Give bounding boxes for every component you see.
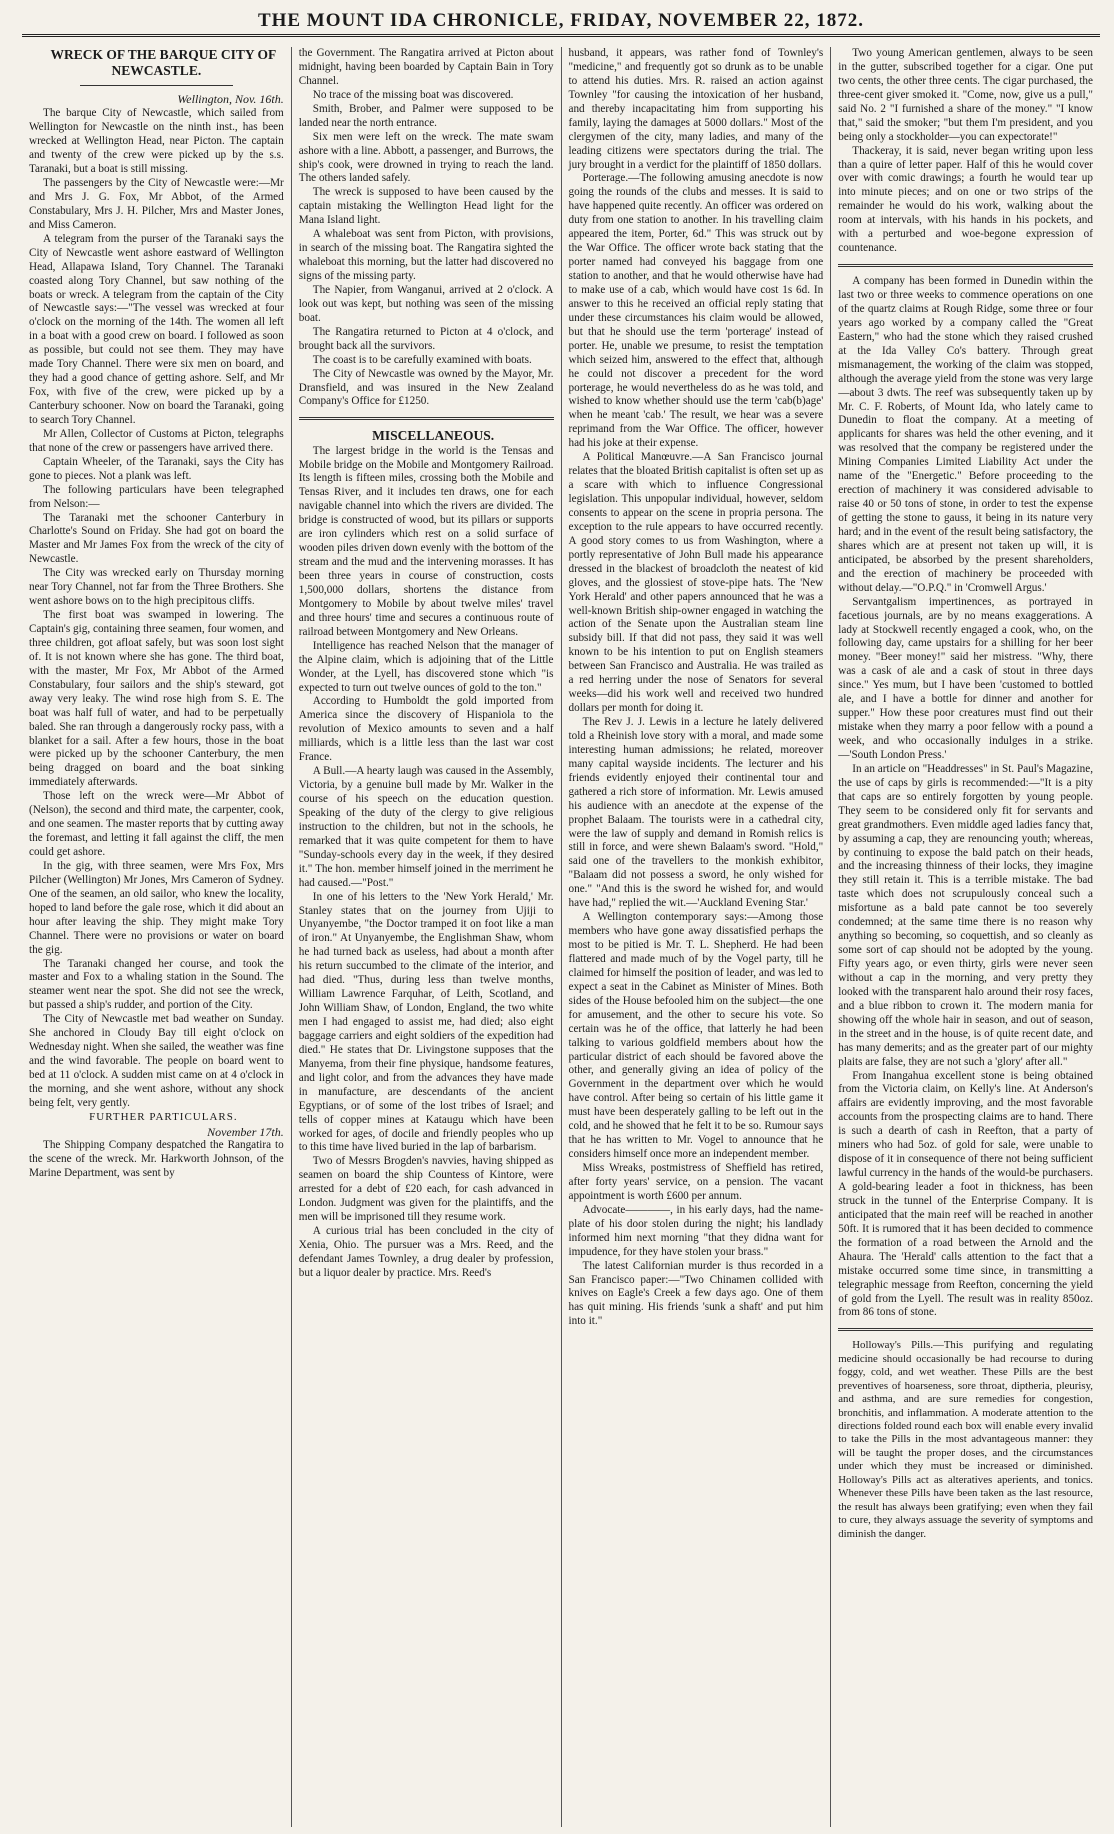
article-paragraph: In an article on "Headdresses" in St. Paul's Magazine, the use of caps by girls is recommended:—"It is a pity that caps are so entirely forgotten by young people. They seem to be considered only fit for servants and great grandmothers. Even middle aged ladies fancy that, by assuming a cap, they are renouncing youth; whereas, by continuing to expose the bald patch on their heads, and the increasing thinness of their locks, they imagine they still retain it. This is a terrible mistake. The bad taste which does not scrupulously conceal such a misfortune as a bald pate cannot be too severely condemned; at the same time there is no reason why anything so becoming, so coquettish, and so cleanly as some sort of cap should not be adopted by the young. Fifty years ago, or even thirty, girls were never seen without a cap in the morning, and very pretty they looked with the transparent halo around their rosy faces, and a blue ribbon to crown it. The modern mania for showing off the whole hair in season, and out of season, in the street and in the house, is of quite recent date, and has many demerits; and as the greater part of our mighty plaits are false, they are not such a 'glory' after all." xyxy=(838,762,1093,1068)
article-paragraph: The Rangatira returned to Picton at 4 o'clock, and brought back all the survivors. xyxy=(298,325,554,352)
article-paragraph: husband, it appears, was rather fond of Townley's "medicine," and frequently got so drunk as to be unable to attend his duties. Mrs. R. raised an action against Townley "for causing the intoxication of her husband, and thereby incapacitating him from supporting his family, laying the damages at 5000 dollars." Most of the clergymen of the city, many ladies, and many of the leading citizens were spectators during the trial. The jury brought in a verdict for the plaintiff of 1850 dollars. xyxy=(568,47,824,171)
article-paragraph: According to Humboldt the gold imported from America since the discovery of Hispaniola to the revolution of Mexico amounts to seven and a half milliards, which is a little less than the last war cost France. xyxy=(298,695,554,764)
article-paragraph: The Taranaki met the schooner Canterbury in Charlotte's Sound on Friday. She had got on board the Master and Mr James Fox from the wreck of the city of Newcastle. xyxy=(29,511,284,566)
article-paragraph: The following particulars have been telegraphed from Nelson:— xyxy=(29,483,284,510)
headline-wreck: WRECK OF THE BARQUE CITY OF NEWCASTLE. xyxy=(50,47,277,79)
article-paragraph: the Government. The Rangatira arrived at Picton about midnight, having been boarded by Captain Bain in Tory Channel. xyxy=(298,47,554,87)
article-paragraph: Those left on the wreck were—Mr Abbot of (Nelson), the second and third mate, the carpenter, cook, and one seamen. The master reports that by cutting away the foremast, and letting it fall against the cliff, the men could get ashore. xyxy=(29,790,284,858)
article-paragraph: The City was wrecked early on Thursday morning near Tory Channel, not far from the Three Brothers. She went ashore bows on to the high precipitous cliffs. xyxy=(29,567,284,608)
article-paragraph: A Bull.—A hearty laugh was caused in the Assembly, Victoria, by a genuine bull made by Mr. Walker in the course of his speech on the education question. Speaking of the duty of the clergy to give religious instruction to the children, but not in the schools, he remarked that it was quite competent for them to have "Sunday-schools every day in the week, if they desired it." The hon. member himself joined in the merriment he had caused.—"Post." xyxy=(298,765,554,889)
article-paragraph: A company has been formed in Dunedin within the last two or three weeks to commence operations on one of the quartz claims at Rough Ridge, some three or four years ago worked by a company called the "Great Eastern," who had the stone which they raised crushed at the Ida Valley Co's battery. Through great mismanagement, the working of the claim was stopped, although the average yield from the stone was very large—about 3 dwts. The reef was subsequently taken up by Mr. C. F. Roberts, of Mount Ida, who lately came to Dunedin to float the company. At a meeting of applicants for shares was held the other evening, and it was resolved that the company be registered under the Mining Companies Limited Liability Act under the name of the "Energetic." Before proceeding to the erection of machinery it was considered advisable to raise 40 or 50 tons of stone, in order to test the expense of getting the stone to gauss, it being in its nature very hard; and in the event of the result being satisfactory, the shares which are at present not taken up will, it is anticipated, be absorbed by the present shareholders, and the erection of machinery be proceeded with without delay.—"O.P.Q." in 'Cromwell Argus.' xyxy=(838,275,1093,594)
advertisement: Holloway's Pills.—This purifying and regulating medicine should occasionally be had recourse to during foggy, cold, and wet weather. These Pills are the best preventives of hoarseness, sore throat, diptheria, pleurisy, and asthma, and are sure remedies for congestion, bronchitis, and inflammation. A moderate attention to the directions folded round each box will enable every invalid to take the Pills in the most advantageous manner: they will be taught the proper doses, and the circumstances under which they must be increased or diminished. Holloway's Pills act as alteratives aperients, and tonics. Whenever these Pills have been taken as the last resource, the result has always been gratifying; even when they fail to cure, they always assuage the severity of symptoms and diminish the danger. xyxy=(838,1339,1093,1540)
article-paragraph: Miss Wreaks, postmistress of Sheffield has retired, after forty years' service, on a pension. The vacant appointment is worth £600 per annum. xyxy=(568,1162,824,1202)
article-paragraph: Intelligence has reached Nelson that the manager of the Alpine claim, which is adjoining that of the Little Wonder, at the Lyell, has discovered stone which "is expected to turn out twelve ounces of gold to the ton." xyxy=(298,639,554,694)
article-paragraph: In one of his letters to the 'New York Herald,' Mr. Stanley states that on the journey from Ujiji to Unyanyembe, "the Doctor tramped it on foot like a man of iron." At Unyanyembe, the Englishman Shaw, whom he had turned back as useless, had about a month after his return succumbed to the climate of the interior, and had died. "Thus, during less than twelve months, William Lawrence Farquhar, of Leith, Scotland, and John William Shaw, of London, England, the two white men I had engaged to assist me, had died; also eight baggage carriers and eight soldiers of the expedition had died." He states that Dr. Livingstone supposes that the Manyema, from their fine physique, handsome features, and light color, and from the advances they have made in manufacture, are descendants of the ancient Egyptians, or of some of the lost tribes of Israel; and tells of copper mines at Kataugu which have been worked for ages, of docile and friendly peoples who up to this time have lived buried in the lap of barbarism. xyxy=(298,890,554,1154)
article-paragraph: The City of Newcastle was owned by the Mayor, Mr. Dransfield, and was insured in the New Zealand Company's Office for £1250. xyxy=(298,367,554,408)
article-paragraph: Porterage.—The following amusing anecdote is now going the rounds of the clubs and messes. It is said to have happened quite recently. An officer was ordered on duty from one station to another. In his travelling claim appeared the item, Porter, 6d." This was struck out by the War Office. The officer wrote back stating that the porter named had conveyed his baggage from one station to another, and that he would otherwise have had to make use of a cab, which would have cost 1s 6d. In answer to this he received an official reply stating that under these circumstances his claim would be allowed, but that he should use the term 'porterage' instead of porter. He, unable we presume, to resist the temptation which seized him, answered to the effect that, although he could not discover a precedent for the word porterage, he would nevertheless do as he was told, and wished to know whether should use the term 'cab(b)age' when he meant 'cab.' The result, we hear was a severe reprimand from the War Office. The officer, however had his joke at their expense. xyxy=(568,172,824,450)
masthead-title: THE MOUNT IDA CHRONICLE, FRIDAY, NOVEMBER 22, 1872. xyxy=(22,8,1100,37)
article-paragraph: The Taranaki changed her course, and took the master and Fox to a whaling station in the Sound. The steamer went near the spot. She did not see the wreck, but passed a ship's rudder, and portion of the City. xyxy=(29,957,284,1012)
article-paragraph: The Rev J. J. Lewis in a lecture he lately delivered told a Rheinish love story with a moral, and made some interesting human admissions; he related, moreover many capital wayside incidents. The lecturer and his friends evidently enjoyed their continental tour and gathered a rich store of information. Mr. Lewis amused his audience with an anecdote at the expense of the prophet Balaam. The tourists were in a cathedral city, were the law of supply and demand in Romish relics is still in force, and were shewn Balaam's sword. "Hold," said one of the travellers to the monkish exhibitor, "Balaam did not possess a sword, he only wished for one." "And this is the sword he wished for, and would have had," replied the wit.—'Auckland Evening Star.' xyxy=(568,716,824,910)
article-paragraph: The largest bridge in the world is the Tensas and Mobile bridge on the Mobile and Montgomery Railroad. Its length is fifteen miles, crossing both the Mobile and Tensas River, and it includes ten draws, one for each navigable channel into which the rivers are divided. The bridge is constructed of wood, but its pillars or supports are iron cylinders which rest on a solid surface of wooden piles driven down evenly with the bottom of the stream and the mud and the intervening morasses. It has been three years in course of construction, costs 1,500,000 dollars, shortens the distance from Montgomery to Mobile by about twelve miles' travel and three hours' time and secures a continuous route of railroad between Montgomery and New Orleans. xyxy=(298,444,554,638)
section-divider xyxy=(838,264,1093,267)
article-paragraph: Two young American gentlemen, always to be seen in the gutter, subscribed together for a cigar. One put two cents, the other three cents. The cigar purchased, the three-cent giver smoked it. "Come, now, give us a pull," said No. 2 "I furnished a share of the money." "I know that," said the smoker; "but them I'm president, and you being only a stockholder—you can expectorate!" xyxy=(838,47,1093,143)
section-divider xyxy=(299,417,554,420)
column-1 xyxy=(22,47,292,1827)
article-paragraph: The City of Newcastle met bad weather on Sunday. She anchored in Cloudy Bay till eight o'clock on Wednesday night. When she sailed, the weather was fine and the wind favorable. The people on board went to bed at 11 o'clock. A sudden mist came on at 4 o'clock in the morning, and she went ashore, without any shock being felt, very gently. xyxy=(29,1013,284,1109)
article-paragraph: The Shipping Company despatched the Rangatira to the scene of the wreck. Mr. Harkworth Johnson, of the Marine Department, was sent by xyxy=(29,1139,284,1180)
article-paragraph: From Inangahua excellent stone is being obtained from the Victoria claim, on Kelly's line. At Anderson's affairs are evidently improving, and the most favorable accounts from the prospecting claims are to hand. There is such a dearth of cash in Reefton, that a party of miners who had 5oz. of gold for sale, were unable to dispose of it in consequence of there not being sufficient lawful currency in the hands of the would-be purchasers. A gold-bearing leader a foot in thickness, has been struck in the tunnel of the Enterprise Company. It is anticipated that the main reef will be reached in another 50ft. It is rumored that it has been decided to commence the formation of a road between the Arnold and the Ahaura. The 'Herald' calls attention to the fact that a mistake occurred some time since, in transmitting a telegraphic message from Reefton, concerning the yield of gold from the Lyell. The result was in reality 850oz. from 86 tons of stone. xyxy=(838,1069,1093,1319)
article-paragraph: No trace of the missing boat was discovered. xyxy=(312,88,514,101)
column-4 xyxy=(831,47,1100,1827)
article-paragraph: A telegram from the purser of the Taranaki says the City of Newcastle went ashore eastward of Wellington Head, Allapawa Island, Tory Channel. The Taranaki coasted along Tory Channel, but saw nothing of the boats or wreck. A telegram from the captain of the City of Newcastle says:—"The vessel was wrecked at four o'clock on the morning of the 14th. The women all left in a boat with a good crew on board. I followed as soon as possible, but could not see them. They may have made Tory Channel. There were six men on board, and they had a good chance of getting ashore. Self, and Mr Fox, with five of the crew, were picked up by a Canterbury schooner. Now on board the Taranaki, going to search Tory Channel. xyxy=(29,232,284,426)
article-paragraph: The first boat was swamped in lowering. The Captain's gig, containing three seamen, four women, and three children, got afloat safely, but was soon lost sight of. It is not known where she has gone. The third boat, with the master, Mr Fox, Mr Abbot of the Armed Constabulary, four sailors and the ship's steward, got away very leaky. The wind rose high from S. E. The boat was half full of water, and had to be perpetually baled. She ran through a dangerously rocky pass, with a blanket for a sail. After a few hours, those in the boat were picked up by the schooner Canterbury, the men being dragged on board and the boat sinking immediately afterwards. xyxy=(29,609,284,789)
article-paragraph: Advocate————, in his early days, had the name-plate of his door stolen during the night; his landlady informed him next morning "that they didna want for impudence, for they have stolen your brass." xyxy=(568,1203,824,1258)
article-paragraph: Servantgalism impertinences, as portrayed in facetious journals, are by no means exaggerations. A lady at Stockwell recently engaged a cook, who, on the following day, came upstairs for a shilling for her beer money. "Beer money!" said her mistress. "Why, there was a cask of ale and a cask of stout in three days since." Yes mum, but I have been 'customed to bottled ale, and I have a bottle for dinner and another for supper." How these poor creatures must find out their mistake when they marry a poor fellow with a pound a week, and who occasionally indulges in a strike.—'South London Press.' xyxy=(838,595,1093,761)
column-2 xyxy=(292,47,562,1827)
article-paragraph: A whaleboat was sent from Picton, with provisions, in search of the missing boat. The Rangatira sighted the whaleboat this morning, but the latter had discovered no signs of the missing party. xyxy=(298,228,554,282)
article-paragraph: The passengers by the City of Newcastle were:—Mr and Mrs J. G. Fox, Mr Abbot, of the Armed Constabulary, Mrs J. H. Pilcher, Mrs and Master Jones, and Miss Cameron. xyxy=(29,177,284,231)
subheading: FURTHER PARTICULARS. xyxy=(89,1110,238,1123)
article-paragraph: Thackeray, it is said, never began writing upon less than a quire of letter paper. Half of this he would cover over with comic drawings; a fourth he would tear up into minute pieces; and on one or two strips of the remainder he would do his work, walking about the room at intervals, with his hands in his pockets, and with a perturbed and woe-begone expression of countenance. xyxy=(838,144,1093,255)
headline-miscellaneous: MISCELLANEOUS. xyxy=(372,428,495,444)
divider xyxy=(80,85,233,86)
article-paragraph: Smith, Brober, and Palmer were supposed to be landed near the north entrance. xyxy=(298,102,554,129)
article-paragraph: Captain Wheeler, of the Taranaki, says the City has gone to pieces. Not a plank was left. xyxy=(29,455,284,482)
dateline: Wellington, Nov. 16th. xyxy=(177,92,284,107)
article-paragraph: The coast is to be carefully examined with boats. xyxy=(312,353,532,366)
dateline: November 17th. xyxy=(207,1124,284,1139)
columns xyxy=(22,47,1100,1827)
article-paragraph: Six men were left on the wreck. The mate swam ashore with a line. Abbott, a passenger, and Burrows, the ship's cook, were drowned in trying to reach the land. The others landed safely. xyxy=(298,130,554,185)
article-paragraph: A curious trial has been concluded in the city of Xenia, Ohio. The pursuer was a Mrs. Reed, and the defendant James Townley, a drug dealer by profession, but a liquor dealer by practice. Mrs. Reed's xyxy=(298,1225,554,1279)
article-paragraph: The latest Californian murder is thus recorded in a San Francisco paper:—"Two Chinamen collided with knives on Eagle's Creek a few days ago. One of them has quit mining. His friends 'sunk a shaft' and put him into it." xyxy=(568,1259,824,1328)
article-paragraph: The Napier, from Wanganui, arrived at 2 o'clock. A look out was kept, but nothing was seen of the missing boat. xyxy=(298,283,554,324)
article-paragraph: The wreck is supposed to have been caused by the captain mistaking the Wellington Head light for the Mana Island light. xyxy=(298,186,554,227)
section-divider xyxy=(838,1328,1093,1331)
article-paragraph: In the gig, with three seamen, were Mrs Fox, Mrs Pilcher (Wellington) Mr Jones, Mrs Cameron of Sydney. One of the seamen, an old sailor, who knew the locality, hoped to land before the gale rose, which it did about an hour after leaving the ship. They might make Tory Channel. There were no provisions or water on board the gig. xyxy=(29,859,284,956)
article-paragraph: Two of Messrs Brogden's navvies, having shipped as seamen on board the ship Countess of Kintore, were arrested for a debt of £20 each, for cash advanced in London. Judgment was given for the plaintiffs, and the men will be imprisoned till they resume work. xyxy=(298,1155,554,1224)
article-paragraph: A Wellington contemporary says:—Among those members who have gone away dissatisfied perhaps the most to be pitied is Mr. T. L. Shepherd. He had been flattered and made much of by the Vogel party, till he claimed for himself the position of leader, and was led to expect a seat in the Cabinet as Minister of Mines. Both sides of the House befooled him on the subject—the one for amusement, and the other to secure his vote. So certain was he of the office, that latterly he had been talking to various goldfield members about how the particular district of each should be favored above the other, and generally giving an idea of policy of the Government in the department over which he would have control. After being so certain of his little game it must have been desperately galling to be left out in the cold, and he showed that he felt it to be so. Rumour says that he has written to Mr. Vogel to announce that he considers himself once more an independent member. xyxy=(568,911,824,1161)
article-paragraph: Mr Allen, Collector of Customs at Picton, telegraphs that none of the crew or passengers have arrived there. xyxy=(29,427,284,454)
article-paragraph: The barque City of Newcastle, which sailed from Wellington for Newcastle on the ninth inst., has been wrecked at Wellington Head, near Picton. The captain and twenty of the crew were picked up by the s.s. Taranaki, but a boat is still missing. xyxy=(29,107,284,176)
article-paragraph: A Political Manœuvre.—A San Francisco journal relates that the bloated British capitalist is often set up as a scare with which to influence Congressional legislation. This unpopular individual, however, seldom consents to appear on the scene in propria persona. The exception to the rule appears to have occurred recently. A good story comes to us from Washington, where a portly representative of John Bull made his appearance dressed in the blackest of broadcloth the neatest of kid gloves, and the glossiest of stove-pipe hats. The 'New York Herald' and other papers announced that he was a well-known British ship-owner engaged in watching the action of the Senate upon the Australian steam line subsidy bill. If that did not pass, they said it was well known to be his intention to put on English steamers between San Francisco and Australia. He was trailed as a red herring under the nose of Senators for several weeks—did his work well and received two hundred dollars per month for doing it. xyxy=(568,451,824,715)
column-3 xyxy=(562,47,832,1827)
